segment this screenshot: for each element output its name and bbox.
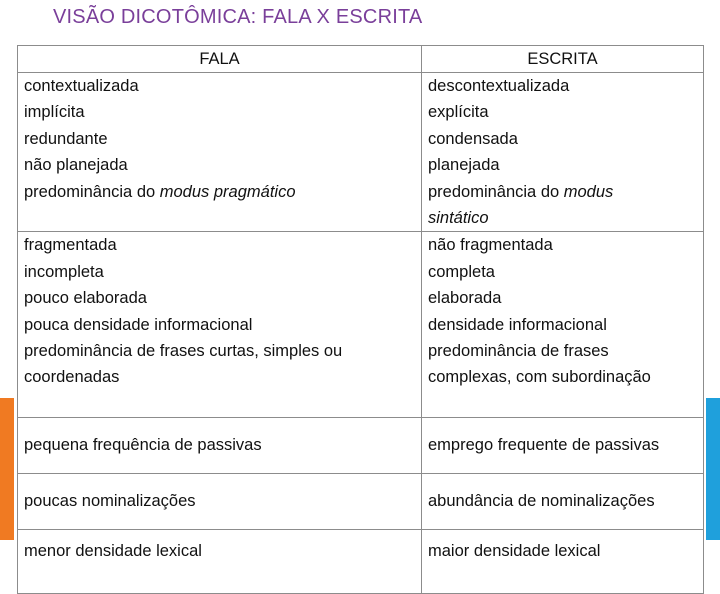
header-fala: FALA (18, 46, 422, 73)
cell-escrita-passivas: emprego frequente de passivas (422, 417, 704, 473)
emphasis-text: sintático (428, 209, 489, 228)
cell-fala-block1 (18, 73, 422, 232)
cell-fala-block2 (18, 232, 422, 417)
list-item: fragmentada (24, 236, 117, 255)
accent-bar-right (706, 398, 720, 540)
list-item: não fragmentada (428, 236, 553, 255)
list-item: complexas, com subordinação (428, 368, 651, 387)
table-row-block2 (18, 232, 704, 417)
list-item: não planejada (24, 156, 128, 175)
cell-fala-passivas: pequena frequência de passivas (18, 417, 422, 473)
cell-escrita-nominalizacoes: abundância de nominalizações (422, 473, 704, 529)
table-row-passivas (18, 417, 704, 473)
list-item: contextualizada (24, 77, 139, 95)
emphasis-text: modus pragmático (159, 182, 296, 201)
list-item: predominância do modus pragmático (24, 182, 296, 201)
list-item: coordenadas (24, 368, 120, 387)
cell-escrita-lexical: maior densidade lexical (422, 529, 704, 593)
comparison-table (17, 45, 704, 560)
table-row-block1 (18, 73, 704, 232)
table-row-lexical (18, 529, 704, 593)
cell-fala-lexical: menor densidade lexical (18, 529, 422, 593)
list-item: predominância do modus (428, 182, 614, 201)
list-item: densidade informacional (428, 315, 607, 334)
table-row-nominalizacoes (18, 473, 704, 529)
list-item: explícita (428, 103, 489, 122)
slide-title: VISÃO DICOTÔMICA: FALA X ESCRITA (53, 6, 423, 28)
accent-bar-left (0, 398, 14, 540)
header-escrita: ESCRITA (422, 46, 704, 73)
list-item: elaborada (428, 289, 502, 308)
list-item: condensada (428, 129, 518, 148)
list-item: pouco elaborada (24, 289, 147, 308)
list-item: completa (428, 262, 495, 281)
emphasis-text: modus (563, 182, 614, 201)
list-item: predominância de frases (428, 342, 609, 361)
list-item: predominância de frases curtas, simples ou (24, 342, 343, 361)
table-header-row (18, 46, 704, 73)
cell-escrita-block1 (422, 73, 704, 232)
cell-fala-nominalizacoes: poucas nominalizações (18, 473, 422, 529)
list-item: planejada (428, 156, 500, 175)
list-item: descontextualizada (428, 77, 570, 95)
list-item-continuation (428, 205, 697, 231)
list-item: redundante (24, 129, 108, 148)
cell-escrita-block2 (422, 232, 704, 417)
list-item: pouca densidade informacional (24, 315, 253, 334)
list-item: incompleta (24, 262, 104, 281)
list-item: implícita (24, 103, 85, 122)
